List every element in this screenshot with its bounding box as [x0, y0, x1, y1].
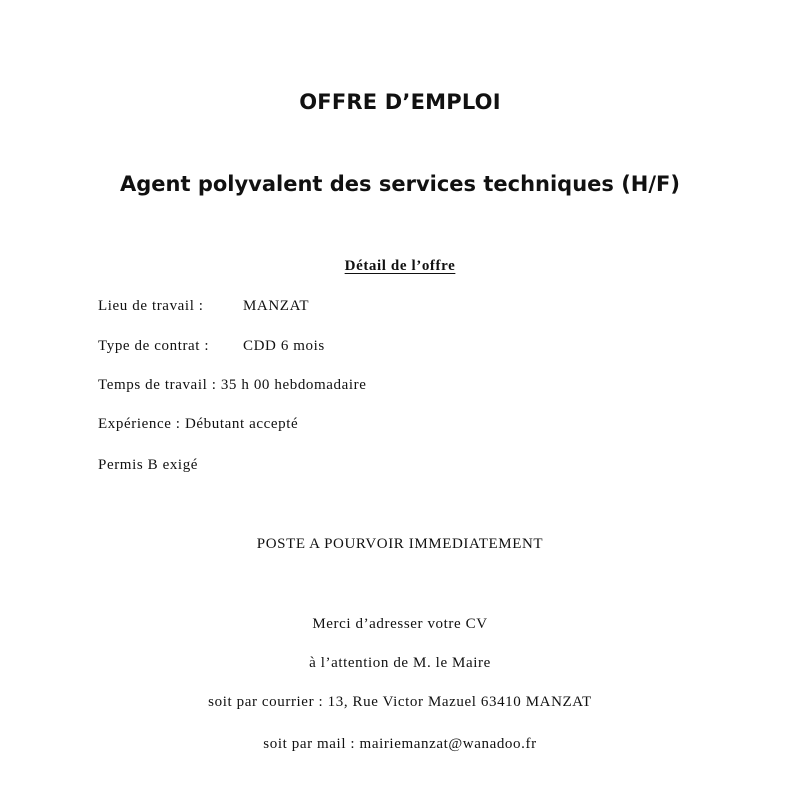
contact-attention: à l’attention de M. le Maire: [309, 655, 491, 671]
detail-label: Permis B exigé: [98, 457, 199, 473]
contact-intro: Merci d’adresser votre CV: [312, 616, 488, 632]
document-title: OFFRE D’EMPLOI: [299, 90, 501, 114]
urgent-notice: POSTE A POURVOIR IMMEDIATEMENT: [256, 536, 544, 552]
section-heading: Détail de l’offre: [344, 258, 456, 274]
detail-value: CDD 6 mois: [243, 338, 325, 354]
contact-email: soit par mail : mairiemanzat@wanadoo.fr: [263, 736, 537, 752]
detail-label: Temps de travail :: [98, 377, 217, 393]
detail-value: 35 h 00 hebdomadaire: [220, 377, 367, 393]
detail-value: Débutant accepté: [184, 416, 299, 432]
detail-row-license: [98, 457, 198, 474]
detail-row-location: [98, 298, 309, 315]
detail-row-hours: [98, 377, 367, 394]
detail-label: Lieu de travail :: [98, 298, 204, 314]
detail-row-experience: [98, 416, 298, 433]
detail-label: Type de contrat :: [98, 338, 210, 354]
detail-row-contract: [98, 338, 325, 355]
detail-label: Expérience :: [98, 416, 181, 432]
contact-postal-address: soit par courrier : 13, Rue Victor Mazuel 63410 MANZAT: [208, 694, 592, 710]
job-title: Agent polyvalent des services techniques (H/F): [120, 172, 680, 196]
detail-value: MANZAT: [243, 298, 310, 314]
